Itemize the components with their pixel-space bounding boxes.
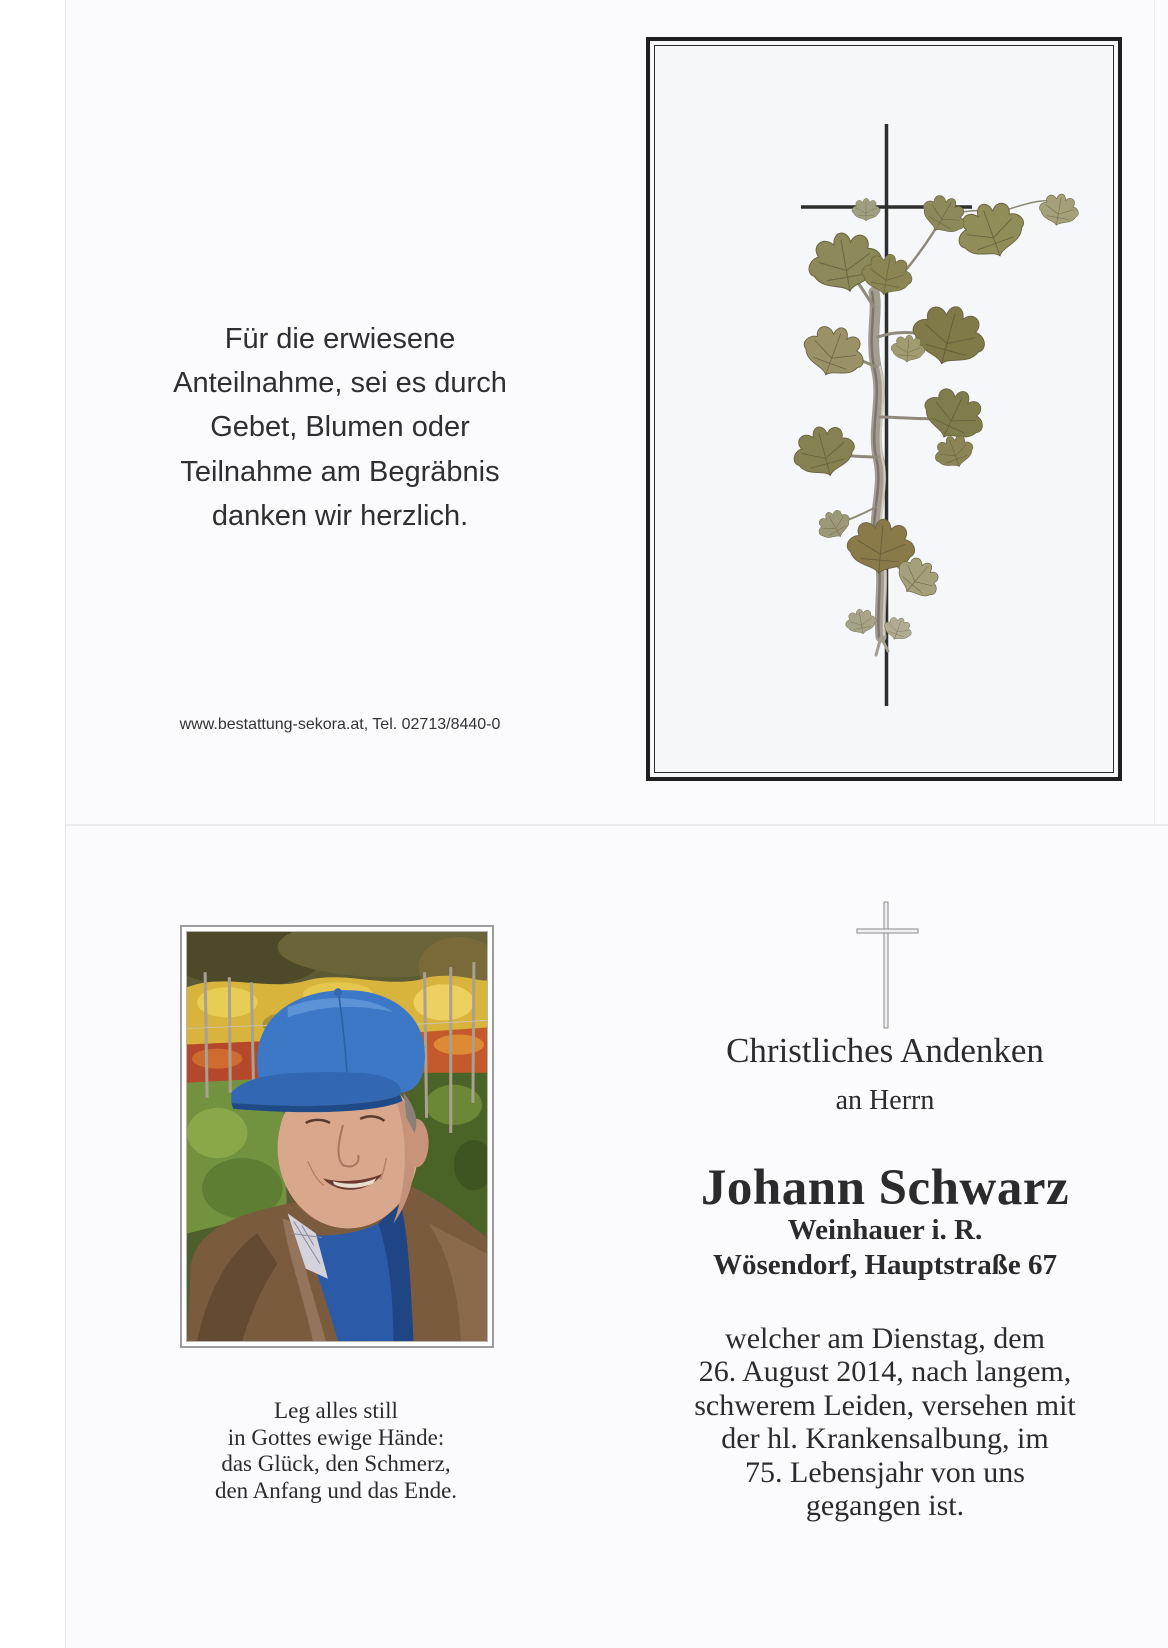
memorial-text-line: der hl. Krankensalbung, im <box>721 1422 1049 1456</box>
verse-line: das Glück, den Schmerz, <box>221 1451 451 1477</box>
card-right-edge <box>1154 0 1155 824</box>
thank-you-line: danken wir herzlich. <box>211 499 469 532</box>
memorial-text-line: gegangen ist. <box>805 1489 965 1523</box>
memorial-text-line: welcher am Dienstag, dem <box>725 1322 1045 1355</box>
thank-you-text <box>140 317 540 538</box>
card-fold-line <box>66 824 1168 826</box>
thank-you-line: Teilnahme am Begräbnis <box>180 455 500 488</box>
undertaker-contact: www.bestattung-sekora.at, Tel. 02713/8440-0 <box>179 716 501 733</box>
vine-cross-icon <box>646 37 1122 781</box>
vine-leaf <box>1037 191 1081 229</box>
verse-line: den Anfang und das Ende. <box>214 1478 458 1504</box>
portrait-photo <box>186 931 488 1342</box>
portrait-frame <box>180 925 494 1348</box>
vine-leaf <box>788 419 861 483</box>
portrait-image <box>187 932 487 1341</box>
verse-line: Leg alles still <box>274 1398 398 1423</box>
verse-line: in Gottes ewige Hände: <box>227 1424 445 1450</box>
thank-you-line: Anteilnahme, sei es durch <box>173 367 507 400</box>
deceased-occupation: Weinhauer i. R. <box>787 1214 983 1246</box>
memorial-text <box>665 1322 1105 1522</box>
thank-you-line: Für die erwiesene <box>224 323 456 355</box>
vine-leaf <box>906 297 992 373</box>
vine-leaves <box>788 188 1082 645</box>
cross-icon <box>850 895 925 1035</box>
deceased-address: Wösendorf, Hauptstraße 67 <box>713 1249 1057 1281</box>
memorial-text-line: 75. Lebensjahr von uns <box>745 1455 1025 1489</box>
vine-leaf <box>852 198 880 221</box>
vine-leaf <box>844 607 879 637</box>
memorial-text-line: 26. August 2014, nach langem, <box>698 1355 1072 1389</box>
memorial-text-line: schwerem Leiden, versehen mit <box>694 1388 1076 1422</box>
cross-frame <box>646 37 1122 781</box>
vine-leaf <box>812 504 855 544</box>
vine-leaf <box>930 430 978 473</box>
memorial-salutation: an Herrn <box>835 1085 935 1116</box>
verse <box>136 1398 536 1505</box>
vine-leaf <box>797 317 872 385</box>
memorial-heading: Christliches Andenken <box>726 1031 1044 1070</box>
deceased-name: Johann Schwarz <box>700 1160 1070 1216</box>
vine-leaf <box>950 193 1032 267</box>
thank-you-line: Gebet, Blumen oder <box>210 411 470 444</box>
